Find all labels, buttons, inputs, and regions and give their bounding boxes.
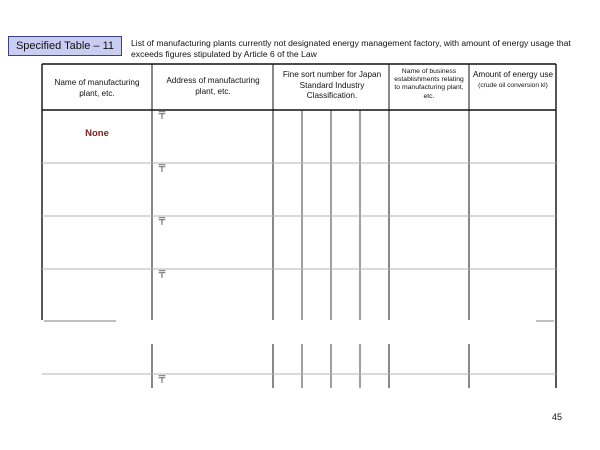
col-header-business-establishment: Name of business establishments relating to manufacturing plant, etc. [394,68,464,100]
postal-mark: 〒 [157,270,167,281]
col-header-energy-use [471,70,555,90]
postal-mark: 〒 [157,375,167,386]
postal-mark: 〒 [157,164,167,175]
col-header-classification: Fine sort number for Japan Standard Industry Classification. [282,70,382,100]
postal-mark: 〒 [157,111,167,122]
postal-mark: 〒 [157,217,167,228]
col-header-plant-name: Name of manufacturing plant, etc. [54,78,140,98]
plant-name-none: None [85,128,109,139]
energy-use-label: Amount of energy use [472,70,554,79]
col-header-address: Address of manufacturing plant, etc. [166,76,260,96]
page-number: 45 [552,412,563,422]
table-caption: List of manufacturing plants currently not designated energy management factory, with amount of energy usage that exceeds figures stipulated by Article 6 of the Law [131,38,571,59]
energy-use-unit: (crude oil conversion kl) [478,81,548,89]
specified-table-badge: Specified Table – 11 [8,36,122,56]
